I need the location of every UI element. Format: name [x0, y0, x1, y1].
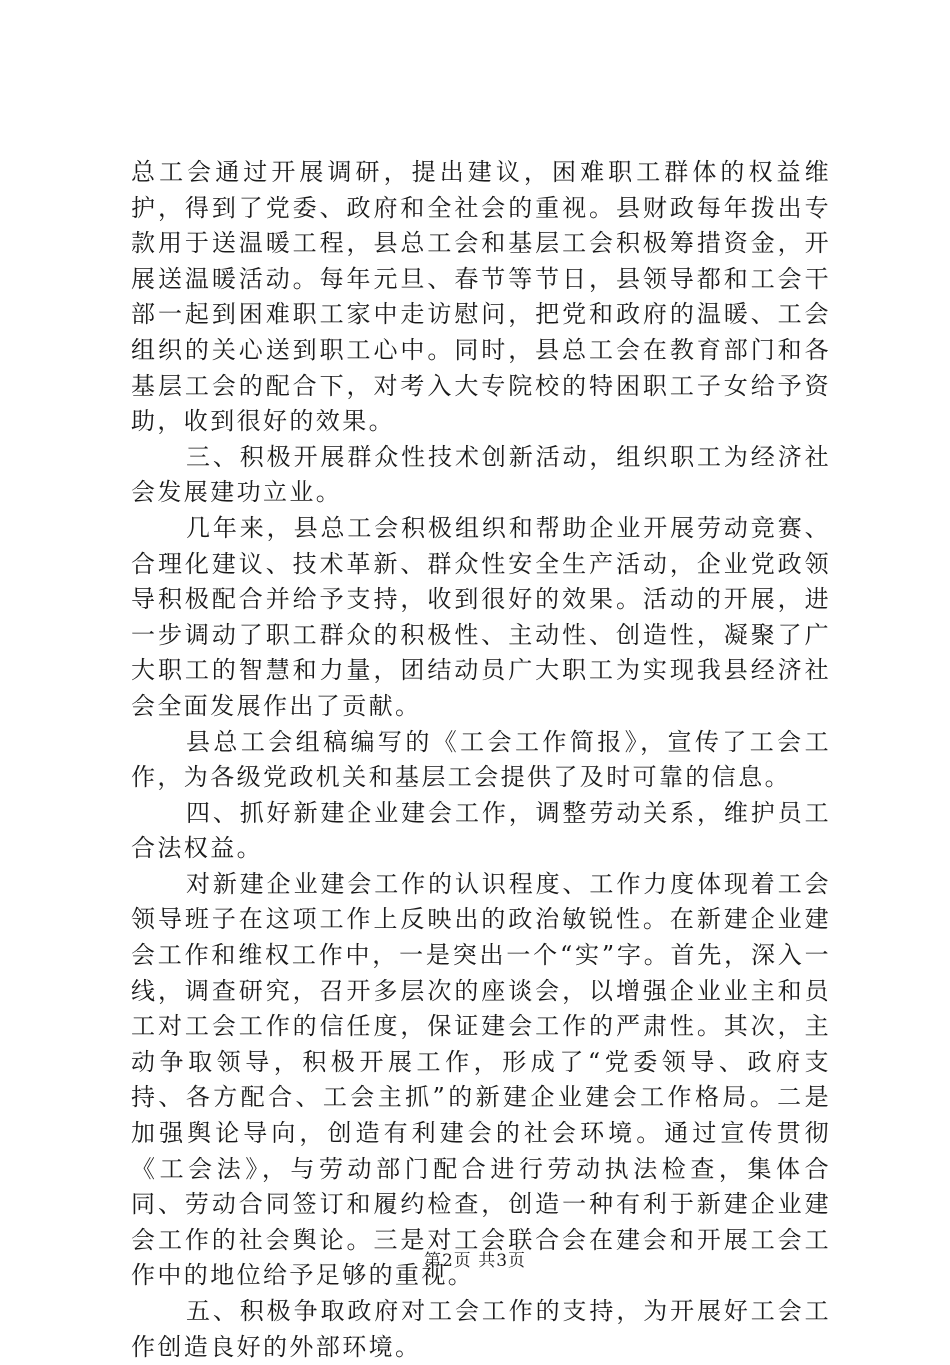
section-heading-4: 四、抓好新建企业建会工作，调整劳动关系，维护员工合法权益。 — [131, 798, 831, 863]
body-paragraph-continued: 总工会通过开展调研，提出建议，困难职工群体的权益维护，得到了党委、政府和全社会的重视。县财政每年拨出专款用于送温暖工程，县总工会和基层工会积极筹措资金，开展送温暖活动。每年元旦、春节等节日，县领导都和工会干部一起到困难职工家中走访慰问，把党和政府的温暖、工会组织的关心送到职工心中。同时，县总工会在教育部门和各基层工会的配合下，对考入大专院校的特困职工子女给予资助，收到很好的效果。 — [131, 158, 831, 436]
document-body — [131, 155, 831, 1365]
page-number-footer: 第2页 共3页 — [423, 1251, 527, 1271]
section-heading-3: 三、积极开展群众性技术创新活动，组织职工为经济社会发展建功立业。 — [131, 442, 831, 507]
body-paragraph: 几年来，县总工会积极组织和帮助企业开展劳动竞赛、合理化建议、技术革新、群众性安全生产活动，企业党政领导积极配合并给予支持，收到很好的效果。活动的开展，进一步调动了职工群众的积极性、主动性、创造性，凝聚了广大职工的智慧和力量，团结动员广大职工为实现我县经济社会全面发展作出了贡献。 — [131, 513, 831, 720]
section-heading-5: 五、积极争取政府对工会工作的支持，为开展好工会工作创造良好的外部环境。 — [131, 1297, 831, 1361]
body-paragraph: 县总工会组稿编写的《工会工作简报》，宣传了工会工作，为各级党政机关和基层工会提供了及时可靠的信息。 — [131, 727, 831, 792]
body-paragraph: 对新建企业建会工作的认识程度、工作力度体现着工会领导班子在这项工作上反映出的政治敏锐性。在新建企业建会工作和维权工作中，一是突出一个“实”字。首先，深入一线，调查研究，召开多层次的座谈会，以增强企业业主和员工对工会工作的信任度，保证建会工作的严肃性。其次，主动争取领导，积极开展工作，形成了“党委领导、政府支持、各方配合、工会主抓”的新建企业建会工作格局。二是加强舆论导向，创造有利建会的社会环境。通过宣传贯彻《工会法》，与劳动部门配合进行劳动执法检查，集体合同、劳动合同签订和履约检查，创造一种有利于新建企业建会工作的社会舆论。三是对工会联合会在建会和开展工会工作中的地位给予足够的重视。 — [131, 869, 831, 1290]
